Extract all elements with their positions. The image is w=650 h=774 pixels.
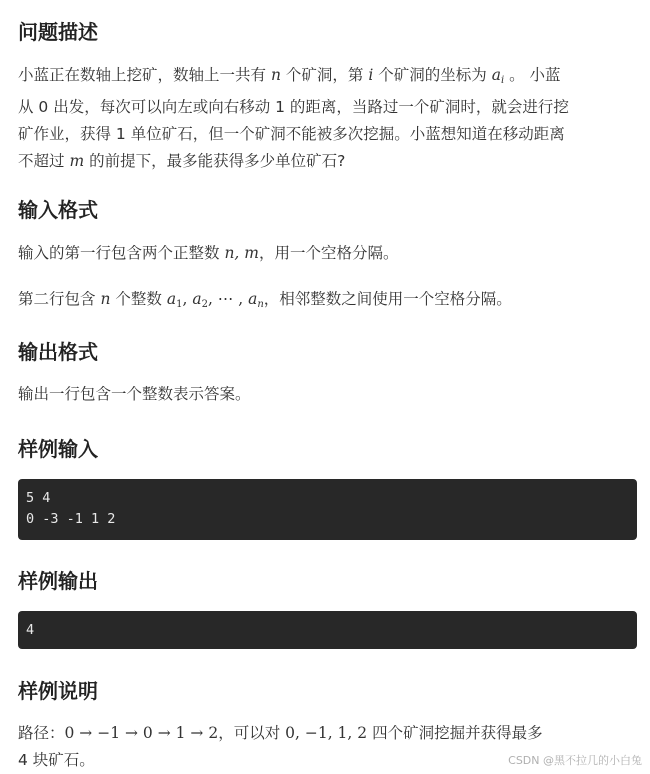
sample-input-code-block: [18, 479, 637, 540]
input-format-line1: 输入的第一行包含两个正整数 n, m，用一个空格分隔。: [18, 244, 399, 262]
sample-output-code-block: [18, 611, 637, 649]
sample-explanation-heading: 样例说明: [18, 679, 98, 703]
sample-explanation-text: 路径：0 → −1 → 0 → 1 → 2，可以对 0, −1, 1, 2 四个矿洞挖掘并获得最多 4 块矿石。: [18, 724, 543, 769]
output-format-heading: 输出格式: [18, 340, 98, 364]
code-line: 0 -3 -1 1 2: [26, 511, 116, 527]
code-line: 4: [26, 622, 35, 638]
code-line: 5 4: [26, 490, 51, 506]
sample-input-heading: 样例输入: [18, 437, 98, 461]
watermark: CSDN @黑不拉几的小白兔: [508, 754, 642, 767]
input-format-heading: 输入格式: [18, 198, 98, 222]
input-format-line2: 第二行包含 n 个整数 $a_1$, $a_2$, ⋯ , $a_n$，相邻整数之间使用一个空格分隔。: [18, 290, 512, 310]
problem-description-text: 小蓝正在数轴上挖矿，数轴上一共有 n 个矿洞，第 i 个矿洞的坐标为 $a_i$ 。 小蓝 从 0 出发，每次可以向左或向右移动 1 的距离，当路过一个矿洞时，就会进行挖 矿作业，获得 1 单位矿石，但一个矿洞不能被多次挖掘。小蓝想知道在移动距离 不超过 m 的前提下，最多能获得多少单位矿石?: [18, 66, 569, 170]
sample-output-heading: 样例输出: [18, 569, 98, 593]
problem-description-heading: 问题描述: [18, 20, 98, 44]
output-format-text: 输出一行包含一个整数表示答案。: [18, 385, 251, 403]
